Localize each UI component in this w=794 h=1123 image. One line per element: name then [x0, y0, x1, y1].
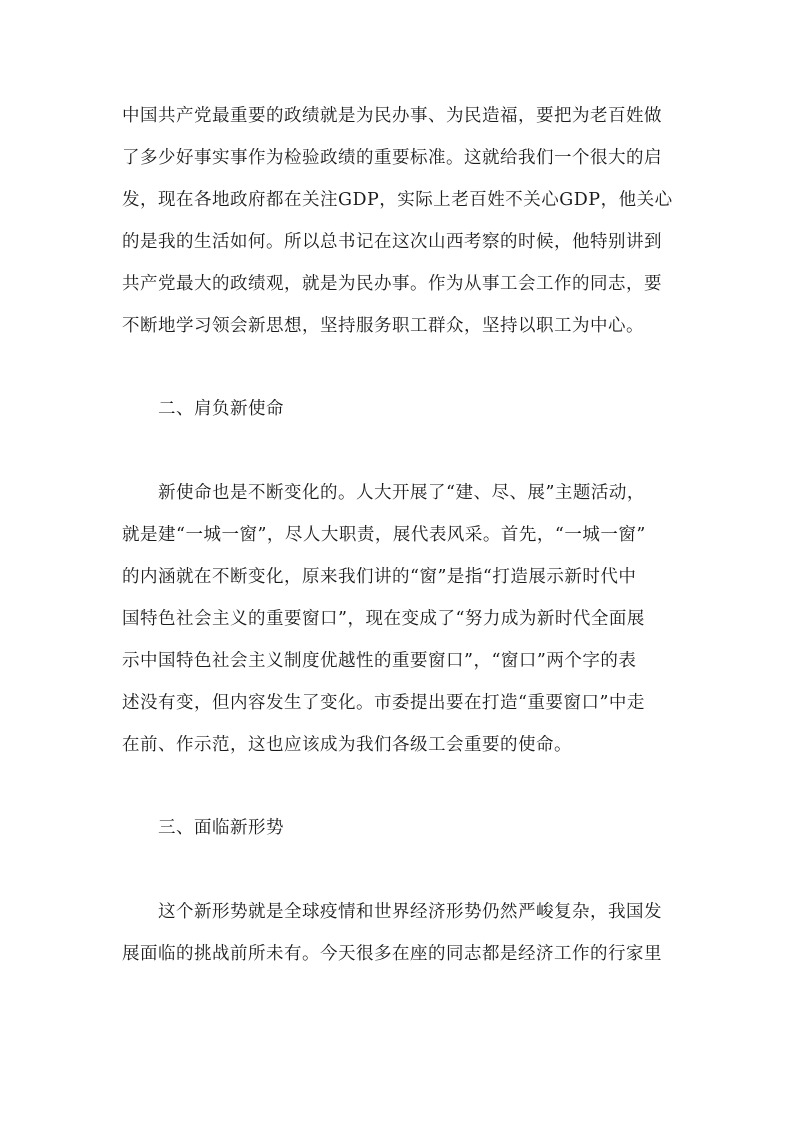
paragraph-line: 展面临的挑战前所未有。今天很多在座的同志都是经济工作的行家里	[122, 944, 662, 964]
section-heading: 二、肩负新使命	[158, 399, 284, 419]
paragraph-line: 新使命也是不断变化的。人大开展了“建、尽、展”主题活动，	[158, 483, 645, 503]
paragraph-line: 这个新形势就是全球疫情和世界经济形势仍然严峻复杂，我国发	[158, 902, 662, 922]
paragraph-line: 了多少好事实事作为检验政绩的重要标准。这就给我们一个很大的启	[122, 148, 662, 168]
paragraph-line: 国特色社会主义的重要窗口”，现在变成了“努力成为新时代全面展	[122, 609, 645, 629]
paragraph-line: 共产党最大的政绩观，就是为民办事。作为从事工会工作的同志，要	[122, 274, 662, 294]
paragraph-line: 中国共产党最重要的政绩就是为民办事、为民造福，要把为老百姓做	[122, 106, 662, 126]
paragraph-line: 的是我的生活如何。所以总书记在这次山西考察的时候，他特别讲到	[122, 232, 662, 252]
paragraph-line: 发，现在各地政府都在关注GDP，实际上老百姓不关心GDP，他关心	[122, 190, 673, 210]
paragraph-line: 述没有变，但内容发生了变化。市委提出要在打造“重要窗口”中走	[122, 693, 645, 713]
paragraph-line: 在前、作示范，这也应该成为我们各级工会重要的使命。	[122, 735, 572, 755]
paragraph-line: 示中国特色社会主义制度优越性的重要窗口”，“窗口”两个字的表	[122, 651, 637, 671]
paragraph-line: 不断地学习领会新思想，坚持服务职工群众，坚持以职工为中心。	[122, 316, 644, 336]
paragraph-line: 的内涵就在不断变化，原来我们讲的“窗”是指“打造展示新时代中	[122, 567, 637, 587]
paragraph-line: 就是建“一城一窗”，尽人大职责，展代表风采。首先，“一城一窗”	[122, 525, 646, 545]
section-heading: 三、面临新形势	[158, 818, 284, 838]
